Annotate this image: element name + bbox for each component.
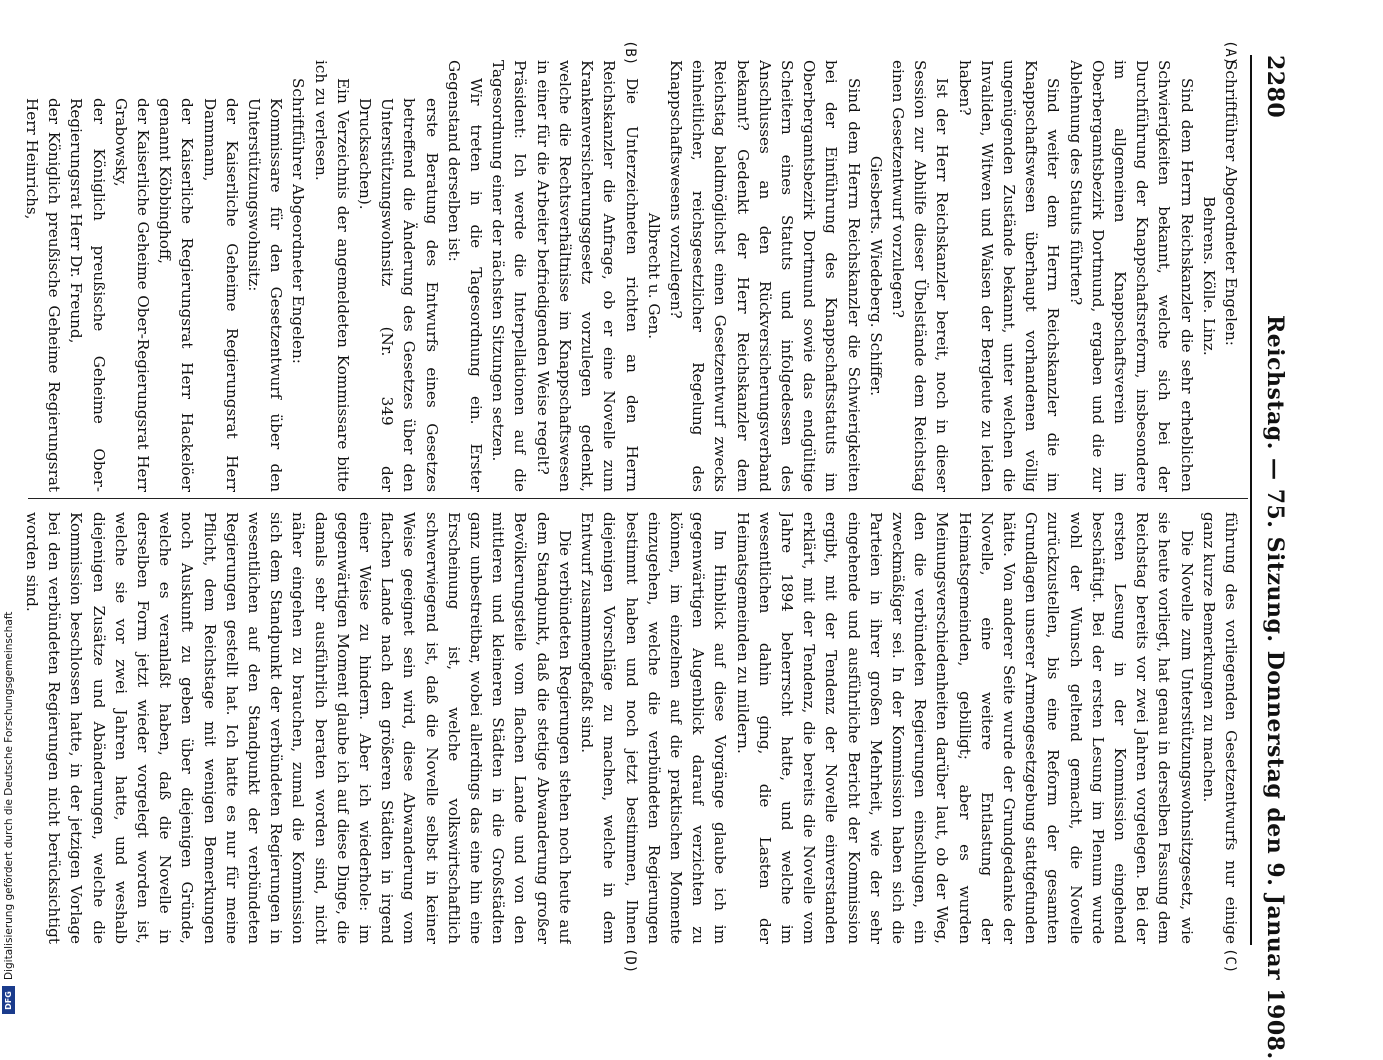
- paragraph: erste Beratung des Entwurfs eines Gesetzes betreffend die Änderung des Gesetzes über den Unterstützungswohnsitz (Nr. 349 der Drucksachen).: [356, 98, 441, 492]
- paragraph: Die verbündeten Regierungen stehen noch heute auf dem Standpunkt, daß die stetige Abwanderung großer Bevölkerungsteile vom flachen Lande und von den mittleren und kleineren Städten in die Großstädten ganz unbestreitbar, wobei allerdings das eine hin eine Erscheinung ist, welche volkswirtschaftlich schwerwiegend ist, daß die Novelle selbst in keiner Weise geeignet sein wird, diese Abwanderung vom flachen Lande nach den größeren Städten in irgend einer Weise zu hindern. Aber ich wiederhole: im gegenwärtigen Moment glaube ich auf diese Dinge, die damals sehr ausführlich beraten worden sind, nicht näher eingehen zu brauchen, zumal die Kommission sich dem Standpunkt der verbündeten Regierungen in wesentlichen auf den Standpunkt der verbündeten Regierungen gestellt hat. Ich hatte es nur für meine Pflicht, dem Reichstage mit wenigen Bemerkungen noch Auskunft zu geben über diejenigen Gründe, welche es veranlaßt haben, daß die Novelle in derselben Form jetzt wieder vorgelegt worden ist, welche sie vor zwei Jahren hatte, und weshalb diejenigen Zusätze und Abänderungen, welche die Kommission beschlossen hatte, in der jetzigen Vorlage bei den verbündeten Regierungen nicht berücksichtigt worden sind.: [23, 512, 574, 944]
- page-number: 2280: [1262, 55, 1288, 119]
- margin-marker-a: (A): [1222, 40, 1238, 66]
- rotated-newspaper-page: [10, 0, 1300, 1060]
- dfg-logo: [2, 986, 15, 1014]
- dfg-logo-label: DFG: [4, 990, 14, 1010]
- paragraph: Sind weiter dem Herrn Reichskanzler die im Knappschaftswesen überhaupt vorhandenen völlig ungenügenden Zustände bekannt, unter welchen die Invaliden, Witwen und Waisen der Bergleute zu leiden haben?: [955, 60, 1063, 492]
- paragraph: Im Hinblick auf diese Vorgänge glaube ich im gegenwärtigen Augenblick darauf verzichten zu können, im einzelnen auf die praktischen Momente einzugehen, welche die verbündeten Regierungen bestimmt haben und noch jetzt bestimmen, Ihnen diejenigen Vorschläge zu machen, welche in dem Entwurf zusammengefaßt sind.: [578, 512, 730, 944]
- attribution-strip: [2, 20, 16, 1010]
- paragraph: der Kaiserliche Regierungsrat Herr Hackelöer genannt Köbbinghoff,: [156, 98, 197, 492]
- paragraph: der Kaiserliche Geheime Ober-Regierungsrat Herr Grabowsky,: [111, 98, 153, 492]
- paragraph: der Königlich preußische Geheime Ober-Regierungsrat Herr Dr. Freund,: [67, 98, 108, 492]
- paragraph: Ist der Herr Reichskanzler bereit, noch in dieser Session zur Abhilfe dieser Übelstände dem Reichstag einen Gesetzentwurf vorzulegen?: [888, 60, 952, 492]
- page-title: Reichstag. — 75. Sitzung. Donnerstag den 9. Januar 1908.: [1262, 315, 1288, 1060]
- paragraph: Albrecht u. Gen.: [644, 212, 663, 340]
- page-header: [1254, 55, 1294, 1060]
- paragraph: Sind dem Herrn Reichskanzler die sehr erheblichen Schwierigkeiten bekannt, welche sich bei der Durchführung der Knappschaftsreform, insbesondere im allgemeinen Knappschaftsverein im Oberbergamtsbezirk Dortmund, ergaben und die zur Ablehnung des Statuts führten?: [1066, 60, 1196, 492]
- paragraph: Schriftführer Abgeordneter Engelen:: [1222, 60, 1240, 346]
- margin-marker-d: (D): [622, 948, 638, 974]
- paragraph: Wir treten in die Tagesordnung ein. Erster Gegenstand derselben ist:: [444, 60, 486, 492]
- column-divider: [28, 498, 1248, 499]
- left-column: [22, 60, 1242, 492]
- paragraph: führung des vorliegenden Gesetzentwurfs nur einige ganz kurze Bemerkungen zu machen.: [1199, 512, 1240, 944]
- paragraph: der Königlich preußische Geheime Regierungsrat Herr Heinrichs,: [23, 98, 64, 492]
- paragraph: Kommissare für den Gesetzentwurf über den Unterstützungswohnsitz:: [245, 98, 286, 492]
- paragraph: Sind dem Herrn Reichskanzler die Schwierigkeiten bei der Einführung des Knappschaftsstatuts im Oberbergamtsbezirk Dortmund sowie das endgültige Scheitern eines Statuts und infolgedessen des Anschlusses an den Rückversicherungsverband bekannt? Gedenkt der Herr Reichskanzler dem Reichstag baldmöglichst einen Gesetzentwurf zwecks einheitlicher, reichsgesetzlicher Regelung des Knappschaftswesens vorzulegen?: [666, 60, 863, 492]
- paragraph: der Kaiserliche Geheime Regierungsrat Herr Dammann,: [200, 98, 241, 492]
- paragraph: Die Novelle zum Unterstützungswohnsitzgesetz, wie sie heute vorliegt, hat genau in derselben Fassung dem Reichstag bereits vor zwei Jahren vorgelegen. Bei der ersten Lesung in der Kommission eingehend beschäftigt. Bei der ersten Lesung im Plenum wurde wohl der Wunsch geltend gemacht, die Novelle zurückzustellen, bis eine Reform der gesamten Grundlagen unserer Armengesetzgebung stattgefunden hätte. Von anderer Seite wurde der Grundgedanke der Novelle, eine weitere Entlastung der Heimatsgemeinden, gebilligt; aber es wurden Meinungsverschiedenheiten darüber laut, ob der Weg, den die verbündeten Regierungen einschlugen, ein zweckmäßiger sei. In der Kommission haben sich die Parteien in ihrer großen Mehrheit, wie der sehr eingehende und ausführliche Bericht der Kommission ergibt, mit der Tendenz der Novelle einverstanden erklärt, mit der Tendenz, die bereits die Novelle vom Jahre 1894 beherrscht hatte, und welche im wesentlichen dahin ging, die Lasten der Heimatsgemeinden zu mildern.: [733, 512, 1196, 944]
- paragraph: Behrens. Kölle. Linz.: [1199, 196, 1218, 356]
- paragraph: Ein Verzeichnis der angemeldeten Kommissare bitte ich zu verlesen.: [311, 60, 352, 492]
- right-column: [22, 512, 1242, 944]
- paragraph: Giesberts. Wiedeberg. Schiffer.: [866, 155, 885, 397]
- header-rule: [1250, 55, 1252, 945]
- paragraph: Die Unterzeichneten richten an den Herrn Reichskanzler die Anfrage, ob er eine Novelle zum Krankenversicherungsgesetz vorzulegen gedenkt, welche die Rechtsverhältnisse im Knappschaftswesen in einer für die Arbeiter befriedigenden Weise regelt?: [533, 60, 641, 492]
- paragraph: Schriftführer Abgeordneter Engelen:: [289, 78, 308, 364]
- paragraph: Präsident: Ich werde die Interpellationen auf die Tagesordnung einer der nächsten Sitzungen setzen.: [489, 60, 530, 492]
- margin-marker-c: (C): [1222, 948, 1238, 974]
- attribution-text: Digitalisierung gefördert durch die Deutsche Forschungsgemeinschaft: [3, 611, 15, 980]
- margin-marker-b: (B): [622, 40, 638, 66]
